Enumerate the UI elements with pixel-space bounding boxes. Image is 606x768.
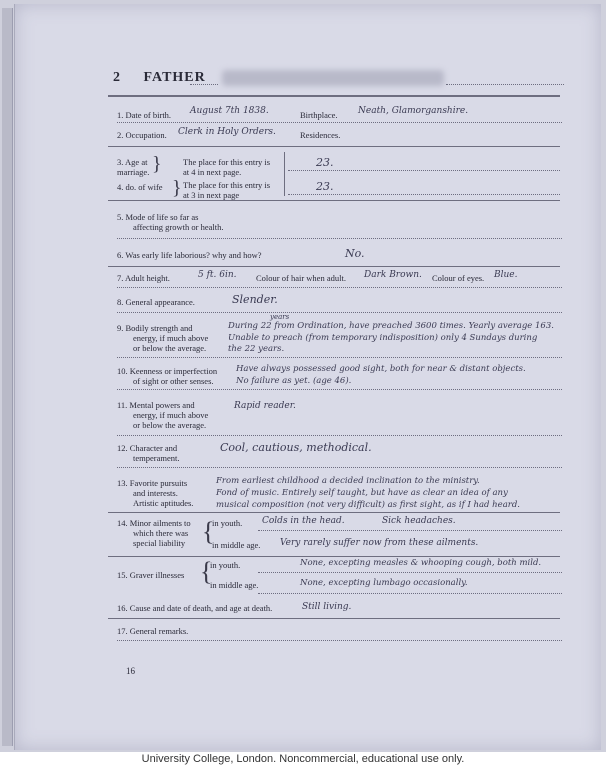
q14-label-2: which there was [133, 528, 189, 538]
q4-entry: The place for this entry is at 3 in next page [183, 180, 271, 200]
q13-rule [108, 512, 560, 513]
q9-label-3: or below the average. [133, 343, 207, 353]
section-number: 2 [113, 70, 121, 85]
q5-dots [117, 238, 562, 239]
q7-hair-value: Dark Brown. [364, 270, 422, 280]
q1-place-label: Birthplace. [300, 110, 338, 120]
q6-value: No. [345, 247, 365, 260]
page-number: 16 [126, 666, 135, 676]
q4-dots [288, 194, 560, 195]
q7-label: 7. Adult height. [117, 273, 170, 283]
q2-value: Clerk in Holy Orders. [178, 127, 276, 137]
q3-dots [288, 170, 560, 171]
title-dots [190, 84, 218, 85]
q6-rule [108, 266, 560, 267]
q14-youth-value-2: Sick headaches. [382, 516, 456, 526]
q11-value: Rapid reader. [234, 401, 296, 411]
q15-label: 15. Graver illnesses [117, 570, 185, 580]
q17-dots [117, 640, 562, 641]
q11-dots [117, 435, 562, 436]
q3-brace: } [152, 153, 162, 175]
q15-middle-label: in middle age. [210, 580, 259, 590]
q2-residences-label: Residences. [300, 130, 341, 140]
q8-dots [117, 312, 562, 313]
q13-value-2: Fond of music. Entirely self taught, but have as clear an idea of any [216, 488, 508, 498]
q13-value-3: musical composition (not very difficult) as first sight, as if I had heard. [216, 500, 520, 510]
q11-label-3: or below the average. [133, 420, 207, 430]
q11-label-1: 11. Mental powers and [117, 400, 195, 410]
q14-youth-dots [258, 530, 562, 531]
q9-label-2: energy, if much above [133, 333, 209, 343]
q12-value: Cool, cautious, methodical. [220, 441, 372, 454]
q7-eyes-value: Blue. [494, 270, 518, 280]
q13-label-2: and interests. [133, 488, 178, 498]
q7-dots [117, 287, 562, 288]
q16-label: 16. Cause and date of death, and age at death. [117, 603, 273, 613]
q14-youth-label: in youth. [212, 518, 243, 528]
q8-value: Slender. [232, 293, 278, 306]
q3-entry: The place for this entry is at 4 in next page. [183, 157, 271, 177]
q10-label-2: of sight or other senses. [133, 376, 214, 386]
q15-youth-value: None, excepting measles & whooping cough, both mild. [300, 558, 542, 568]
q5-label-2: affecting growth or health. [133, 222, 224, 232]
q16-rule [108, 618, 560, 619]
section-title: FATHER [143, 70, 206, 85]
q4-value: 23. [316, 180, 334, 193]
q15-middle-value: None, excepting lumbago occasionally. [300, 578, 468, 588]
q9-value-sup: years [270, 313, 290, 321]
page-binding-edge [2, 8, 13, 746]
q9-value-3: the 22 years. [228, 344, 285, 354]
q2-label: 2. Occupation. [117, 130, 167, 140]
q15-brace: { [200, 557, 213, 586]
q4-brace: } [172, 177, 182, 199]
q3-label: 3. Age at marriage. [117, 157, 150, 177]
q14-label-3: special liability [133, 538, 186, 548]
q10-label-1: 10. Keenness or imperfection [117, 366, 218, 376]
q12-label-1: 12. Character and [117, 443, 178, 453]
q11-label-2: energy, if much above [133, 410, 209, 420]
q4-label: 4. do. of wife [117, 182, 163, 192]
q13-value-1: From earliest childhood a decided inclination to the ministry. [216, 476, 480, 486]
q15-middle-dots [258, 593, 562, 594]
q16-value: Still living. [302, 602, 352, 612]
q14-middle-value: Very rarely suffer now from these ailments. [280, 538, 479, 548]
q12-label-2: temperament. [133, 453, 180, 463]
header-rule [108, 95, 560, 97]
q1-label: 1. Date of birth. [117, 110, 172, 120]
q10-dots [117, 389, 562, 390]
q9-value-1: During 22 from Ordination, have preached 3600 times. Yearly average 163. [228, 321, 554, 331]
q15-youth-dots [258, 572, 562, 573]
q10-value-2: No failure as yet. (age 46). [236, 376, 352, 386]
q3-value: 23. [316, 156, 334, 169]
redacted-name [222, 70, 444, 86]
q9-label-1: 9. Bodily strength and [117, 323, 193, 333]
q14-middle-label: in middle age. [212, 540, 261, 550]
q12-dots [117, 467, 562, 468]
q2-rule [108, 146, 560, 147]
q13-label-3: Artistic aptitudes. [133, 498, 194, 508]
q13-label-1: 13. Favorite pursuits [117, 478, 188, 488]
q4-rule [108, 200, 560, 201]
q1-dots [117, 122, 562, 123]
q14-label-1: 14. Minor ailments to [117, 518, 191, 528]
q15-youth-label: in youth. [210, 560, 241, 570]
footer-credit: University College, London. Noncommercial, educational use only. [141, 753, 465, 765]
q17-label: 17. General remarks. [117, 626, 189, 636]
q10-value-1: Have always possessed good sight, both for near & distant objects. [236, 364, 526, 374]
q1-value: August 7th 1838. [190, 106, 269, 116]
q8-label: 8. General appearance. [117, 297, 195, 307]
q14-brace: { [202, 517, 215, 546]
title-dots [446, 84, 564, 85]
q1-place-value: Neath, Glamorganshire. [358, 106, 469, 116]
q14-youth-value: Colds in the head. [262, 516, 345, 526]
q7-eyes-label: Colour of eyes. [432, 273, 485, 283]
q9-value-2: Unable to preach (from temporary indisposition) only 4 Sundays during [228, 333, 538, 343]
q3-q4-divider [284, 152, 285, 196]
q7-hair-label: Colour of hair when adult. [256, 273, 346, 283]
q6-label: 6. Was early life laborious? why and how? [117, 250, 262, 260]
q5-label-1: 5. Mode of life so far as [117, 212, 199, 222]
q9-dots [117, 357, 562, 358]
q14-rule [108, 556, 560, 557]
q7-value: 5 ft. 6in. [198, 270, 237, 280]
